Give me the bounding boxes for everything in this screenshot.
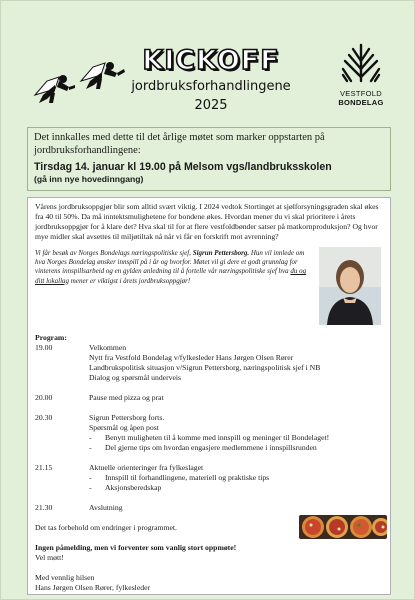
- program-line: Sigrun Pettersborg forts.: [89, 413, 165, 422]
- flyer-header: [1, 1, 415, 125]
- program-bullet: - Innspill til forhandlingene, materiell og praktiske tips: [89, 473, 270, 482]
- pizza-image: [299, 515, 387, 539]
- program-line: Velkommen: [89, 343, 127, 352]
- program-time: 20.00: [35, 393, 53, 402]
- program-time: 21.30: [35, 503, 53, 512]
- program-line: Nytt fra Vestfold Bondelag v/fylkesleder Hans Jørgen Olsen Rører: [89, 353, 294, 362]
- program-bullet-text: Del gjerne tips om hvordan engasjere medlemmene i innspillsrunden: [105, 443, 317, 452]
- program-time: 19.00: [35, 343, 53, 352]
- invitation-box: [27, 127, 391, 191]
- flyer-year: 2025: [194, 98, 228, 113]
- body-box: [27, 197, 391, 595]
- flyer-subtitle: jordbruksforhandlingene: [131, 79, 291, 94]
- bondelag-logo: [331, 41, 391, 107]
- program-line: Pause med pizza og prat: [89, 393, 164, 402]
- logo-line2: BONDELAG: [338, 98, 384, 107]
- program-row: [35, 393, 383, 403]
- program-bullet: - Aksjonsberedskap: [89, 483, 162, 492]
- superhero-icon: [29, 69, 79, 109]
- flyer-title: KICKOFF: [142, 45, 280, 76]
- program-bullet: - Del gjerne tips om hvordan engasjere medlemmene i innspillsrunden: [89, 443, 317, 452]
- program-line: Aktuelle orienteringer fra fylkeslaget: [89, 463, 204, 472]
- speaker-photo: [319, 247, 381, 325]
- wheat-logo-icon: [339, 41, 383, 87]
- superhero-icon: [77, 57, 127, 97]
- visit-text-b: Hun vil innlede om hva Norges Bondelag ønsker innspill på i år og hvorfor. Møtet vil gi dere et godt grunnlag for vinterens innspillsarbeid og en gylden anledning til å fortelle vår næringspolitiske sjef hva: [35, 249, 305, 276]
- visit-text-c: mener er viktigst i årets jordbruksoppgjør!: [69, 276, 191, 285]
- program-line: Avslutning: [89, 503, 123, 512]
- program-bullet-text: Aksjonsberedskap: [105, 483, 162, 492]
- program-line: Dialog og spørsmål underveis: [89, 373, 182, 382]
- welcome-text: Vel møtt!: [35, 553, 64, 562]
- program-label: Program:: [35, 333, 67, 342]
- visit-section: [35, 249, 383, 321]
- program-bullet: - Benytt muligheten til å komme med innspill og meninger til Bondelaget!: [89, 433, 330, 442]
- program-row: [35, 343, 383, 383]
- program-time: 20.30: [35, 413, 53, 422]
- speaker-name: Sigrun Pettersborg.: [192, 249, 250, 257]
- signup-note: Ingen påmelding, men vi forventer som vanlig stort oppmøte!: [35, 543, 237, 552]
- program-time: 21.15: [35, 463, 53, 472]
- logo-line1: VESTFOLD: [340, 89, 382, 98]
- program-line: Landbrukspolitisk situasjon v/Sigrun Pettersborg, næringspolitisk sjef i NB: [89, 363, 321, 372]
- program-row: [35, 503, 383, 513]
- signature-text: Hans Jørgen Olsen Rører, fylkesleder: [35, 583, 151, 592]
- visit-paragraph: [35, 249, 307, 286]
- meeting-date-place: Tirsdag 14. januar kl 19.00 på Melsom vgs/landbruksskolen: [34, 161, 332, 173]
- program-row: [35, 413, 383, 453]
- program-bullet-text: Innspill til forhandlingene, materiell og praktiske tips: [105, 473, 270, 482]
- program-list: [35, 343, 383, 513]
- entrance-note: (gå inn nye hovedinngang): [34, 174, 144, 184]
- invitation-intro: Det innkalles med dette til det årlige møtet som marker oppstarten på jordbruksforhandlingene:: [34, 132, 325, 156]
- reservation-note: Det tas forbehold om endringer i programmet.: [35, 523, 177, 532]
- visit-text-a: Vi får besøk av Norges Bondelags næringspolitiske sjef,: [35, 249, 193, 257]
- intro-paragraph: Vårens jordbruksoppgjør blir som alltid svært viktig. I 2024 vedtok Stortinget at sjølforsyningsgraden skal økes fra 40 til 50%. Da må inntektsmulighetene for bondene økes. Hvordan mener du vi skal prioritere i årets jordbruksoppgjør for å klare det? Hva skal til for at flere vestfoldbønder satser på matkornproduksjon? Og hvor mye midler skal avsettes til miljøtiltak nå når vi får en forskrift mot avrenning?: [35, 202, 379, 241]
- program-bullet-text: Benytt muligheten til å komme med innspill og meninger til Bondelaget!: [105, 433, 330, 442]
- greeting-text: Med vennlig hilsen: [35, 573, 95, 582]
- visit-text-underline: du og ditt lokallag: [35, 267, 307, 285]
- program-row: [35, 463, 383, 493]
- program-line: Spørsmål og åpen post: [89, 423, 159, 432]
